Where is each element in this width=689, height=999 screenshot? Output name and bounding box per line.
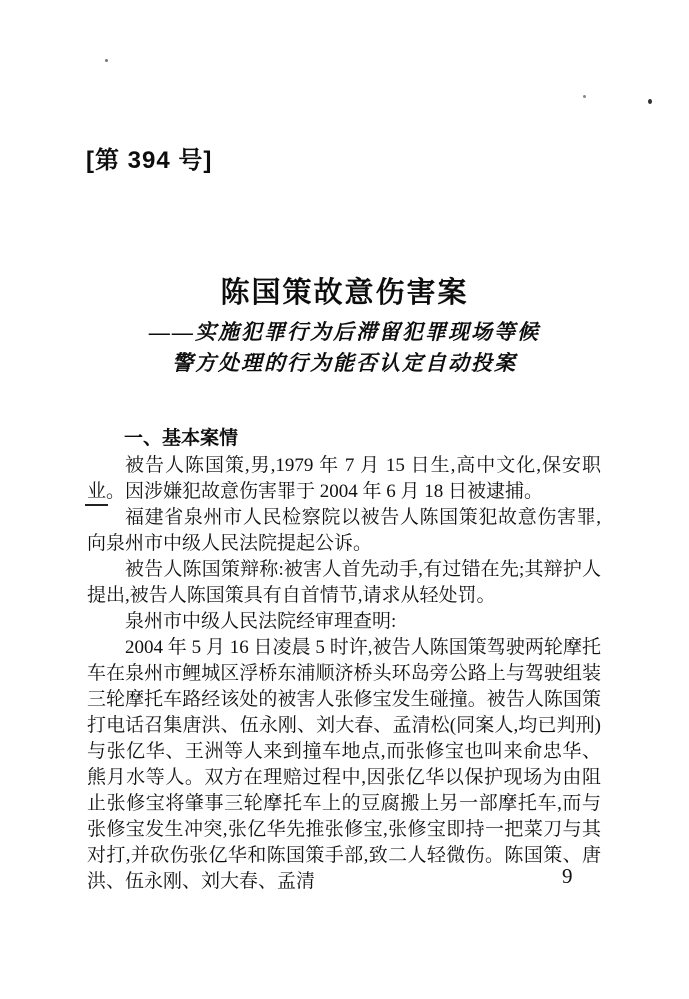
section-heading-basic-facts: 一、基本案情	[124, 428, 239, 449]
case-title: 陈国策故意伤害案	[220, 277, 469, 309]
body-paragraph: 被告人陈国策,男,1979 年 7 月 15 日生,高中文化,保安职业。因涉嫌犯故意伤害罪于 2004 年 6 月 18 日被逮捕。	[87, 455, 601, 502]
case-subtitle-line2: 警方处理的行为能否认定自动投案	[172, 351, 517, 375]
scan-speck	[105, 59, 108, 62]
body-paragraph: 福建省泉州市人民检察院以被告人陈国策犯故意伤害罪,向泉州市中级人民法院提起公诉。	[87, 507, 601, 554]
scan-artifact-underline	[85, 504, 108, 506]
body-paragraph: 被告人陈国策辩称:被害人首先动手,有过错在先;其辩护人提出,被告人陈国策具有自首情节,请求从轻处罚。	[87, 559, 601, 606]
title-block	[0, 276, 689, 310]
scan-speck	[648, 99, 652, 104]
body-paragraph: 2004 年 5 月 16 日凌晨 5 时许,被告人陈国策驾驶两轮摩托车在泉州市鲤城区浮桥东浦顺济桥头环岛旁公路上与驾驶组装三轮摩托车路经该处的被害人张修宝发生碰撞。被告人陈国策打电话召集唐洪、伍永刚、刘大春、孟清松(同案人,均已判刑)与张亿华、王洲等人来到撞车地点,而张修宝也叫来俞忠华、熊月水等人。双方在理赔过程中,因张亿华以保护现场为由阻止张修宝将肇事三轮摩托车上的豆腐搬上另一部摩托车,而与张修宝发生冲突,张亿华先推张修宝,张修宝即持一把菜刀与其对打,并砍伤张亿华和陈国策手部,致二人轻微伤。陈国策、唐洪、伍永刚、刘大春、孟清	[87, 637, 601, 892]
body-text	[87, 453, 601, 895]
page-number: 9	[562, 864, 573, 888]
case-subtitle	[0, 317, 689, 379]
case-subtitle-line1: ——实施犯罪行为后滞留犯罪现场等候	[149, 320, 540, 344]
case-number-label: [第 394 号]	[86, 147, 213, 174]
body-paragraph: 泉州市中级人民法院经审理查明:	[125, 611, 397, 632]
scan-speck	[583, 95, 586, 98]
